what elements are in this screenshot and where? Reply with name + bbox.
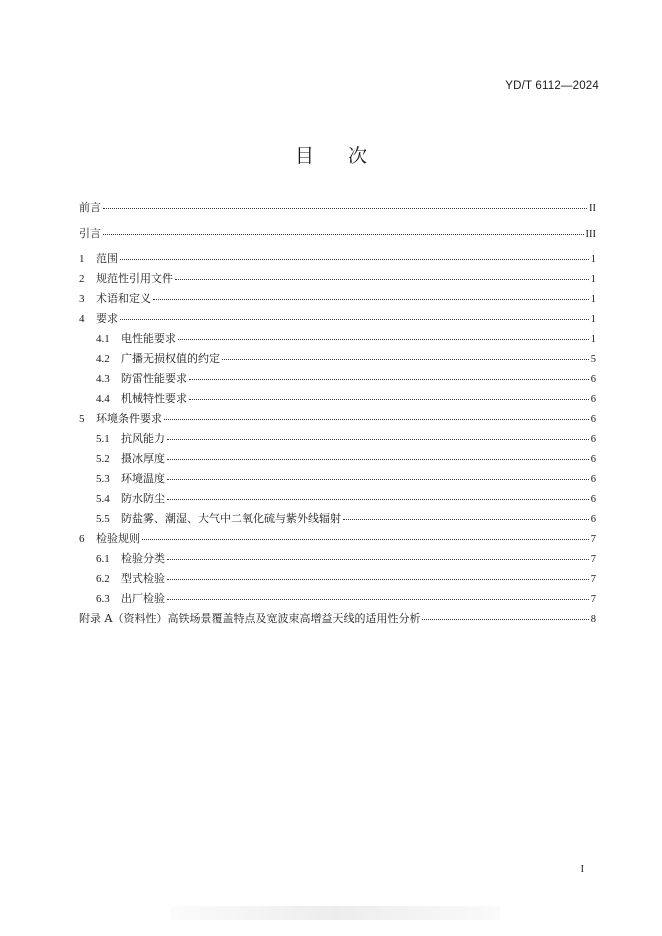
toc-entry-label: 环境条件要求 bbox=[96, 412, 162, 425]
toc-entry-page: 1 bbox=[590, 274, 596, 285]
toc-leader-dots bbox=[343, 509, 589, 520]
toc-entry-label: 前言 bbox=[79, 201, 101, 214]
toc-entry[interactable] bbox=[79, 224, 596, 244]
toc-entry-label: 附录 A（资料性）高铁场景覆盖特点及宽波束高增益天线的适用性分析 bbox=[79, 612, 421, 625]
toc-entry-page: 8 bbox=[590, 614, 596, 625]
toc-leader-dots bbox=[167, 429, 589, 440]
watermark bbox=[170, 906, 500, 920]
toc-entry-number: 2 bbox=[79, 273, 85, 285]
toc-entry[interactable] bbox=[79, 449, 596, 469]
document-code: YD/T 6112—2024 bbox=[505, 80, 599, 92]
toc-leader-dots bbox=[167, 469, 589, 480]
toc-entry[interactable] bbox=[79, 589, 596, 609]
toc-entry-label: 环境温度 bbox=[121, 472, 165, 485]
toc-entry[interactable] bbox=[79, 309, 596, 329]
toc-leader-dots bbox=[189, 389, 589, 400]
toc-entry-page: 6 bbox=[590, 494, 596, 505]
toc-entry[interactable] bbox=[79, 329, 596, 349]
toc-leader-dots bbox=[222, 349, 589, 360]
toc-entry[interactable] bbox=[79, 409, 596, 429]
title-char-2: 次 bbox=[348, 145, 368, 167]
toc-entry[interactable] bbox=[79, 469, 596, 489]
toc-entry-number: 5.4 bbox=[96, 493, 110, 505]
toc-entry[interactable] bbox=[79, 529, 596, 549]
toc-entry-label: 摄冰厚度 bbox=[121, 452, 165, 465]
toc-entry-number: 6.3 bbox=[96, 593, 110, 605]
page-number: I bbox=[580, 864, 584, 875]
page-title bbox=[0, 141, 662, 168]
toc-entry-number: 6 bbox=[79, 533, 85, 545]
toc-entry-number: 5.1 bbox=[96, 433, 110, 445]
toc-entry-label: 电性能要求 bbox=[121, 332, 176, 345]
toc-entry-number: 5 bbox=[79, 413, 85, 425]
toc-entry-label: 广播无损权值的约定 bbox=[121, 352, 220, 365]
toc-leader-dots bbox=[167, 549, 589, 560]
toc-entry-number: 5.2 bbox=[96, 453, 110, 465]
toc-leader-dots bbox=[103, 198, 587, 209]
toc-entry-number: 4.1 bbox=[96, 333, 110, 345]
toc-entry-label: 引言 bbox=[79, 226, 101, 240]
toc-entry-label: 规范性引用文件 bbox=[96, 272, 173, 285]
toc-entry-page: 7 bbox=[590, 534, 596, 545]
toc-leader-dots bbox=[167, 489, 589, 500]
toc-entry[interactable] bbox=[79, 249, 596, 269]
toc-entry-page: II bbox=[589, 203, 596, 214]
toc-entry-page: 1 bbox=[590, 314, 596, 325]
toc-entry-number: 4.4 bbox=[96, 393, 110, 405]
toc-entry[interactable] bbox=[79, 569, 596, 589]
toc-entry-page: 7 bbox=[590, 554, 596, 565]
toc-leader-dots bbox=[120, 249, 589, 260]
toc-entry-page: 6 bbox=[590, 414, 596, 425]
toc-entry[interactable] bbox=[79, 429, 596, 449]
toc-entry-label: 防水防尘 bbox=[121, 492, 165, 505]
toc-leader-dots bbox=[167, 569, 589, 580]
toc-entry-label: 防雷性能要求 bbox=[121, 372, 187, 385]
toc-entry-number: 5.3 bbox=[96, 473, 110, 485]
toc-entry-label: 出厂检验 bbox=[121, 592, 165, 605]
toc-entry-label: 机械特性要求 bbox=[121, 392, 187, 405]
toc-entry[interactable] bbox=[79, 198, 596, 218]
toc-entry-number: 6.1 bbox=[96, 553, 110, 565]
toc-leader-dots bbox=[153, 289, 589, 300]
toc-entry-page: 6 bbox=[590, 394, 596, 405]
toc-leader-dots bbox=[164, 409, 589, 420]
toc-entry[interactable] bbox=[79, 609, 596, 629]
toc-entry[interactable] bbox=[79, 549, 596, 569]
toc-entry-page: 5 bbox=[590, 354, 596, 365]
toc-leader-dots bbox=[422, 609, 588, 620]
toc-entry[interactable] bbox=[79, 509, 596, 529]
toc-entry-number: 4.2 bbox=[96, 353, 110, 365]
toc-entry-number: 1 bbox=[79, 253, 85, 265]
toc-entry-label: 检验规则 bbox=[96, 532, 140, 545]
toc-entry-number: 3 bbox=[79, 293, 85, 305]
toc-entry[interactable] bbox=[79, 289, 596, 309]
toc-entry-page: 6 bbox=[590, 514, 596, 525]
toc-entry-label: 型式检验 bbox=[121, 572, 165, 585]
table-of-contents bbox=[79, 198, 596, 629]
toc-entry[interactable] bbox=[79, 489, 596, 509]
toc-entry-label: 防盐雾、潮湿、大气中二氧化硫与紫外线辐射 bbox=[121, 512, 341, 525]
toc-entry-page: 1 bbox=[590, 294, 596, 305]
toc-entry-page: III bbox=[585, 228, 596, 240]
toc-entry[interactable] bbox=[79, 389, 596, 409]
toc-entry-label: 抗风能力 bbox=[121, 432, 165, 445]
toc-entry-page: 6 bbox=[590, 434, 596, 445]
toc-entry-page: 6 bbox=[590, 454, 596, 465]
toc-leader-dots bbox=[167, 449, 589, 460]
toc-entry-page: 6 bbox=[590, 474, 596, 485]
toc-leader-dots bbox=[178, 329, 589, 340]
toc-leader-dots bbox=[120, 309, 589, 320]
toc-entry-label: 范围 bbox=[96, 252, 118, 265]
toc-entry-label: 术语和定义 bbox=[96, 292, 151, 305]
title-char-1: 目 bbox=[294, 145, 314, 167]
toc-leader-dots bbox=[175, 269, 589, 280]
toc-entry[interactable] bbox=[79, 369, 596, 389]
toc-leader-dots bbox=[142, 529, 589, 540]
toc-leader-dots bbox=[103, 224, 584, 235]
toc-entry-number: 4 bbox=[79, 313, 85, 325]
toc-entry[interactable] bbox=[79, 269, 596, 289]
toc-entry-number: 4.3 bbox=[96, 373, 110, 385]
toc-entry-page: 6 bbox=[590, 374, 596, 385]
toc-entry-page: 7 bbox=[590, 574, 596, 585]
toc-entry-page: 1 bbox=[590, 254, 596, 265]
toc-entry-label: 检验分类 bbox=[121, 552, 165, 565]
toc-entry-number: 6.2 bbox=[96, 573, 110, 585]
toc-leader-dots bbox=[167, 589, 589, 600]
toc-entry-page: 7 bbox=[590, 594, 596, 605]
toc-entry-page: 1 bbox=[590, 334, 596, 345]
toc-leader-dots bbox=[189, 369, 589, 380]
toc-entry-label: 要求 bbox=[96, 312, 118, 325]
toc-entry[interactable] bbox=[79, 349, 596, 369]
toc-entry-number: 5.5 bbox=[96, 513, 110, 525]
